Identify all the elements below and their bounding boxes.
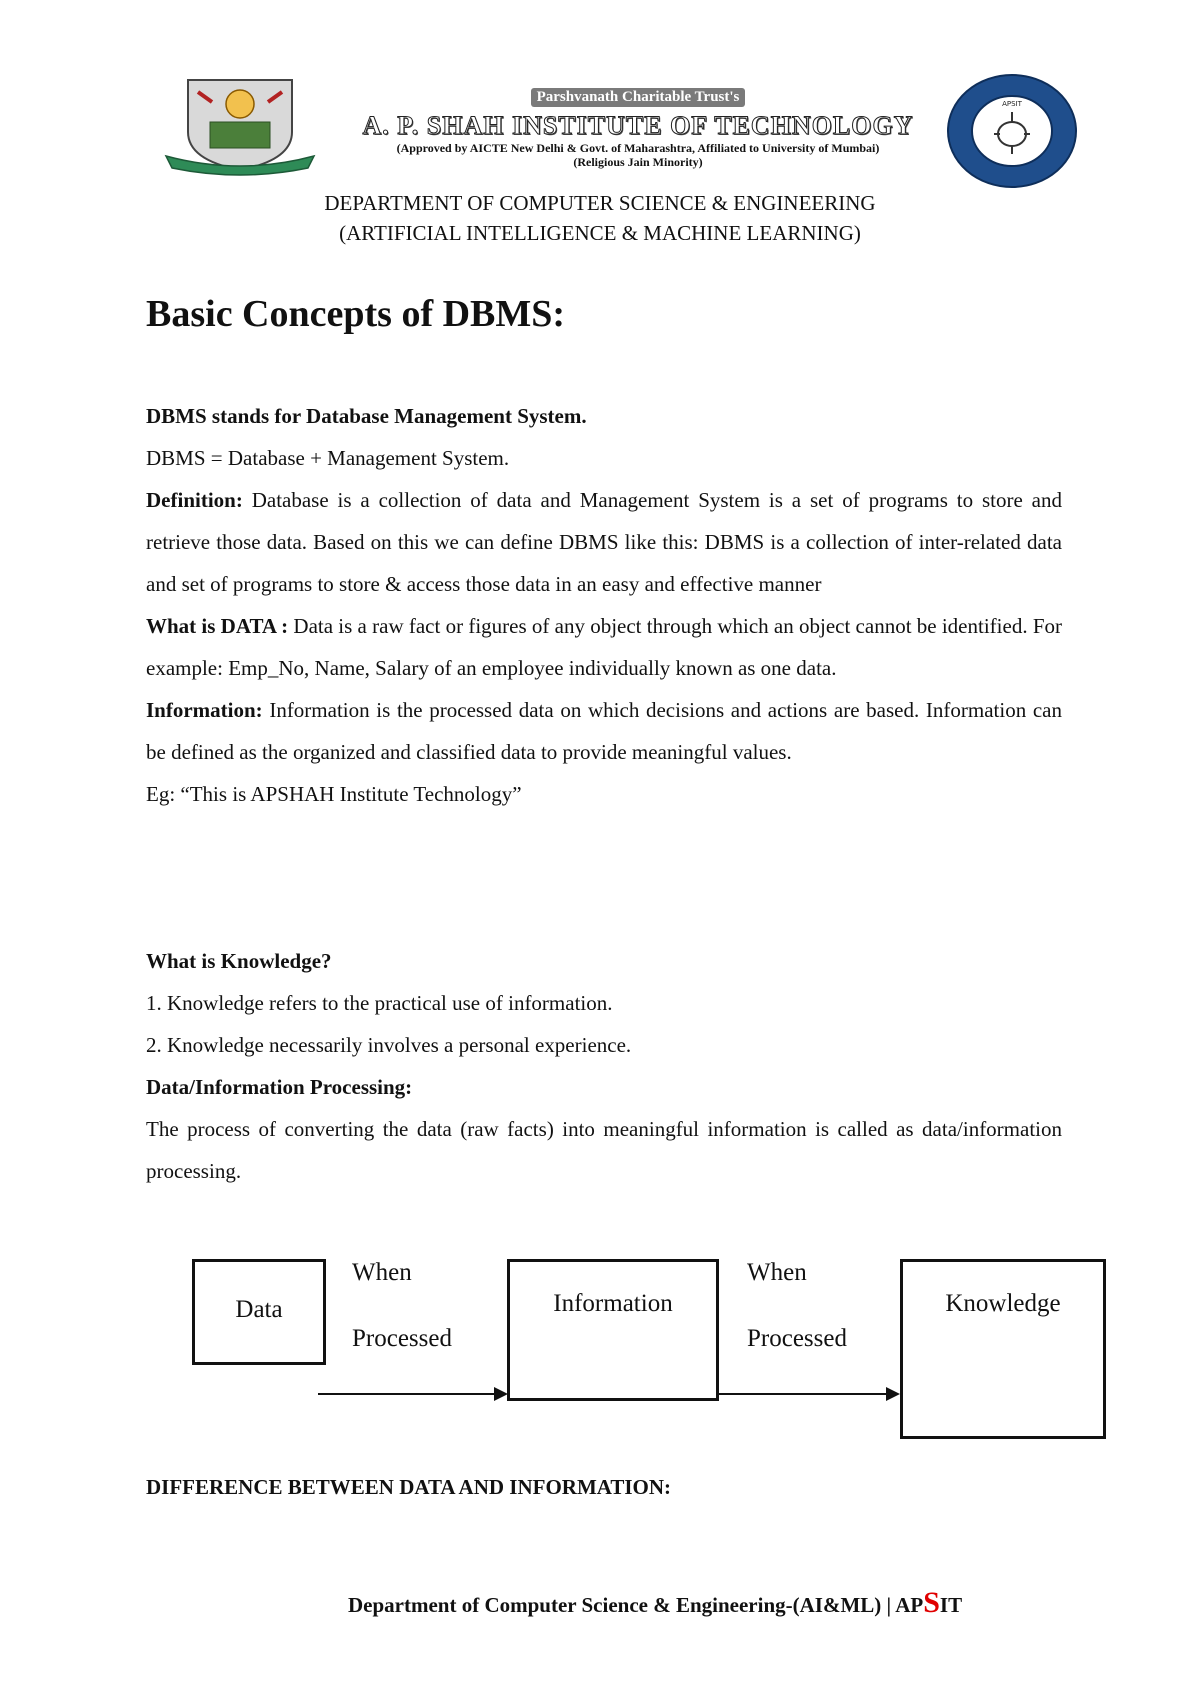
information-paragraph <box>146 689 1062 773</box>
page-title: Basic Concepts of DBMS: <box>146 293 566 335</box>
seal-center-text: APSIT <box>1002 100 1022 108</box>
approval-text: (Approved by AICTE New Delhi & Govt. of Maharashtra, Affiliated to University of Mumbai) <box>396 141 880 155</box>
arrow2-head-icon <box>886 1387 900 1401</box>
content-section-definitions <box>146 395 1062 815</box>
footer-it: IT <box>939 1593 963 1617</box>
footer-s-letter: S <box>923 1586 940 1619</box>
knowledge-heading: What is Knowledge? <box>146 949 332 973</box>
processing-text: The process of converting the data (raw facts) into meaningful information is called as data/information processing. <box>146 1117 1062 1183</box>
institute-banner <box>358 88 918 169</box>
arrow1-line <box>318 1393 496 1395</box>
department-seal-logo <box>944 72 1080 190</box>
footer-text: Department of Computer Science & Engineering-(AI&ML) | AP <box>348 1593 924 1617</box>
definition-label: Definition: <box>146 488 243 512</box>
information-example: Eg: “This is APSHAH Institute Technology” <box>146 782 522 806</box>
institute-name: A. P. SHAH INSTITUTE OF TECHNOLOGY <box>362 111 914 140</box>
information-text: Information is the processed data on which decisions and actions are based. Information can be defined as the organized and classified data to provide meaningful values. <box>146 698 1062 764</box>
diagram-box-data <box>192 1259 326 1365</box>
trust-name: Parshvanath Charitable Trust's <box>531 88 746 107</box>
diagram-box-information <box>507 1259 719 1401</box>
arrow1-label-bottom: Processed <box>352 1325 452 1352</box>
information-label: Information: <box>146 698 263 722</box>
definition-text: Database is a collection of data and Management System is a set of programs to store and retrieve those data. Based on this we can define DBMS like this: DBMS is a collection of inter-related data and set of programs to store & access those data in an easy and effective manner <box>146 488 1062 596</box>
minority-text: (Religious Jain Minority) <box>573 155 703 169</box>
arrow2-label-top: When <box>747 1259 807 1286</box>
institute-crest-logo <box>158 72 322 176</box>
knowledge-point: 2. Knowledge necessarily involves a personal experience. <box>146 1033 632 1057</box>
arrow1-label-top: When <box>352 1259 412 1286</box>
processing-flow-diagram <box>180 1245 1110 1445</box>
definition-paragraph <box>146 479 1062 605</box>
diagram-box-knowledge <box>900 1259 1106 1439</box>
department-heading-line1: DEPARTMENT OF COMPUTER SCIENCE & ENGINEERING <box>324 191 876 215</box>
processing-heading: Data/Information Processing: <box>146 1075 413 1099</box>
page-footer <box>348 1586 962 1620</box>
data-label: What is DATA : <box>146 614 289 638</box>
data-text: Data is a raw fact or figures of any object through which an object cannot be identified. For example: Emp_No, Name, Salary of an employee individually known as one data. <box>146 614 1062 680</box>
department-heading-line2: (ARTIFICIAL INTELLIGENCE & MACHINE LEARNING) <box>339 221 861 245</box>
dbms-equation: DBMS = Database + Management System. <box>146 446 510 470</box>
knowledge-point: 1. Knowledge refers to the practical use of information. <box>146 991 613 1015</box>
arrow2-line <box>719 1393 887 1395</box>
difference-heading: DIFFERENCE BETWEEN DATA AND INFORMATION: <box>146 1475 672 1499</box>
content-section-knowledge <box>146 940 1062 1192</box>
diagram-box-data-label: Data <box>235 1296 283 1323</box>
arrow1-head-icon <box>494 1387 508 1401</box>
data-paragraph <box>146 605 1062 689</box>
dbms-heading: DBMS stands for Database Management System. <box>146 404 587 428</box>
arrow2-label-bottom: Processed <box>747 1325 847 1352</box>
diagram-box-information-label: Information <box>553 1290 673 1317</box>
diagram-box-knowledge-label: Knowledge <box>945 1290 1061 1317</box>
